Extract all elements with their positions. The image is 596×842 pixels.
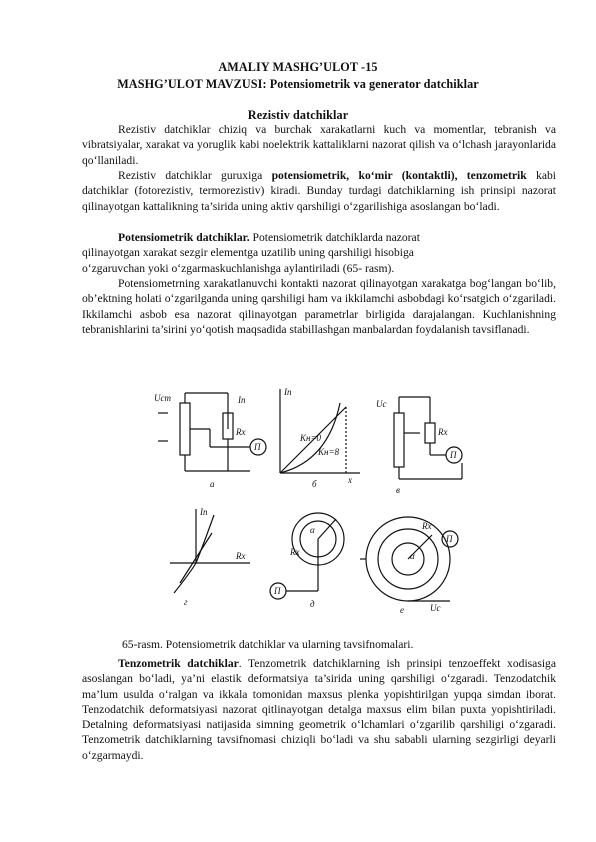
in-label-a: Iп [238, 395, 246, 405]
ucm-label: Uст [154, 393, 171, 403]
panel-a-letter: a [210, 479, 215, 489]
in-label-g: Iп [200, 507, 208, 517]
figure-65 [150, 383, 468, 613]
paragraph-2-text-b: kabi datchiklar (fotorezistiv, termorezistiv) kiradi. Bunday turdagi datchiklarning ish prinsipi nazorat qilinayotgan kattalikning ta’sirida uning aktiv qarshiligi o‘zgarilishiga asoslangan bo‘ladi. [82, 169, 556, 213]
paragraph-4: Potensiometrning xarakatlanuvchi kontakti nazorat qilinayotgan xarakatga bog‘langan bo‘lib, ob’ektning holati o‘zgarilganda uning qarshiligi ham va ikkilamchi asbobdagi ko‘rsatgich o‘zgariladi. Ikkilamchi asbob esa nazorat qilinayotgan parametrlar birligida darajalangan. Kuchlanishning tebranishlarini ta’sirini yo‘qotish maqsadida stabillashgan manbalardan foydalanish tavsiflanadi. [82, 277, 556, 336]
x-label-b: x [348, 475, 352, 485]
paragraph-2-bold: potensiometrik, ko‘mir (kontaktli), tenzometrik [271, 169, 527, 182]
kn0-label: Kн=0 [300, 433, 322, 443]
rx-label-e: Rx [422, 521, 432, 531]
panel-v-letter: в [396, 485, 400, 495]
panel-a-labels [154, 393, 261, 489]
paragraph-2-text-a: Rezistiv datchiklar guruxiga [118, 169, 272, 182]
paragraph-1: Rezistiv datchiklar chiziq va burchak xarakatlarni kuch va momentlar, tebranish va vibratsiyalar, xarakat va yoruglik kabi noelektrik kattaliklarni nazorat qilish va o‘lchash jarayonlarida qo‘llaniladi. [82, 123, 556, 167]
panel-b-graph [280, 389, 360, 473]
figure-caption: 65-rasm. Potensiometrik datchiklar va ularning tavsifnomalari. [122, 638, 414, 651]
paragraph-2 [82, 168, 556, 214]
p-meter-d: П [274, 586, 281, 596]
p-meter-v: П [450, 450, 457, 460]
paragraph-3-line1: Potensiometrik datchiklarda nazorat [249, 231, 420, 244]
paragraph-3-line2: qilinayotgan xarakat sezgir elementga uzatilib uning qarshiligi hisobiga [82, 246, 414, 260]
panel-b-labels [283, 387, 352, 489]
p-meter-a: П [254, 442, 261, 452]
panel-d-labels [273, 525, 315, 609]
panel-g-labels [184, 507, 246, 607]
panel-v-circuit [394, 397, 462, 479]
paragraph-5-text: . Tenzometrik datchiklarning ish prinsipi tenzoeffekt xodisasiga asoslangan bo‘ladi, ya’ni elastik deformatsiya ta’sirida uning qarshiligi o‘zgaradi. Tenzodatchik ma’lum usulda o‘ralgan va ikkala tomonidan maxsus plenka yopishtirilgan yupqa simdan iborat. Tenzodatchik deformatsiyasi nazorat qitlinayotgan detalga maxsus elim bilan puxta yopishtiriladi. Detalning deformatsiyasi natijasida simning geometrik o‘lchamlari o‘zgarilib qarshiligi o‘zgaradi. Tenzometrik datchiklarning tavsifnomasi chiziqli bo‘ladi va shu sababli ularning sezgirligi deyarli o‘zgarmaydi. [82, 657, 556, 762]
paragraph-3-bold: Potensiometrik datchiklar. [118, 231, 250, 244]
uc-label-v: Uc [376, 399, 387, 409]
panel-d-ring [270, 513, 344, 599]
p-meter-e: П [446, 534, 453, 544]
lesson-topic: MASHG’ULOT MAVZUSI: Potensiometrik va generator datchiklar [117, 77, 479, 91]
rx-label-v: Rx [438, 427, 448, 437]
rx-label-d: Rx [290, 547, 300, 557]
panel-a-circuit [158, 393, 266, 471]
alpha-label-e: α [410, 551, 415, 561]
kn8-label: Kн=8 [318, 447, 340, 457]
section-heading: Rezistiv datchiklar [247, 108, 349, 122]
paragraph-3-line3: o‘zgaruvchan yoki o‘zgarmaskuchlanishga aylantiriladi (65- rasm). [82, 261, 395, 275]
paragraph-3 [82, 230, 556, 276]
rx-label-a: Rx [236, 427, 246, 437]
in-label-b: Iп [284, 387, 292, 397]
rx-label-g: Rx [236, 551, 246, 561]
panel-e-ring [360, 517, 458, 601]
alpha-label-d: α [310, 525, 315, 535]
panel-d-letter: д [310, 599, 315, 609]
uc-label-e: Uc [430, 603, 441, 613]
panel-v-labels [376, 399, 457, 495]
panel-g-letter: г [184, 597, 188, 607]
panel-b-letter: б [312, 479, 317, 489]
paragraph-5-bold: Tenzometrik datchiklar [118, 657, 239, 670]
paragraph-5 [82, 656, 556, 763]
practice-title: AMALIY MASHG’ULOT -15 [218, 60, 378, 74]
panel-e-letter: e [400, 605, 404, 613]
